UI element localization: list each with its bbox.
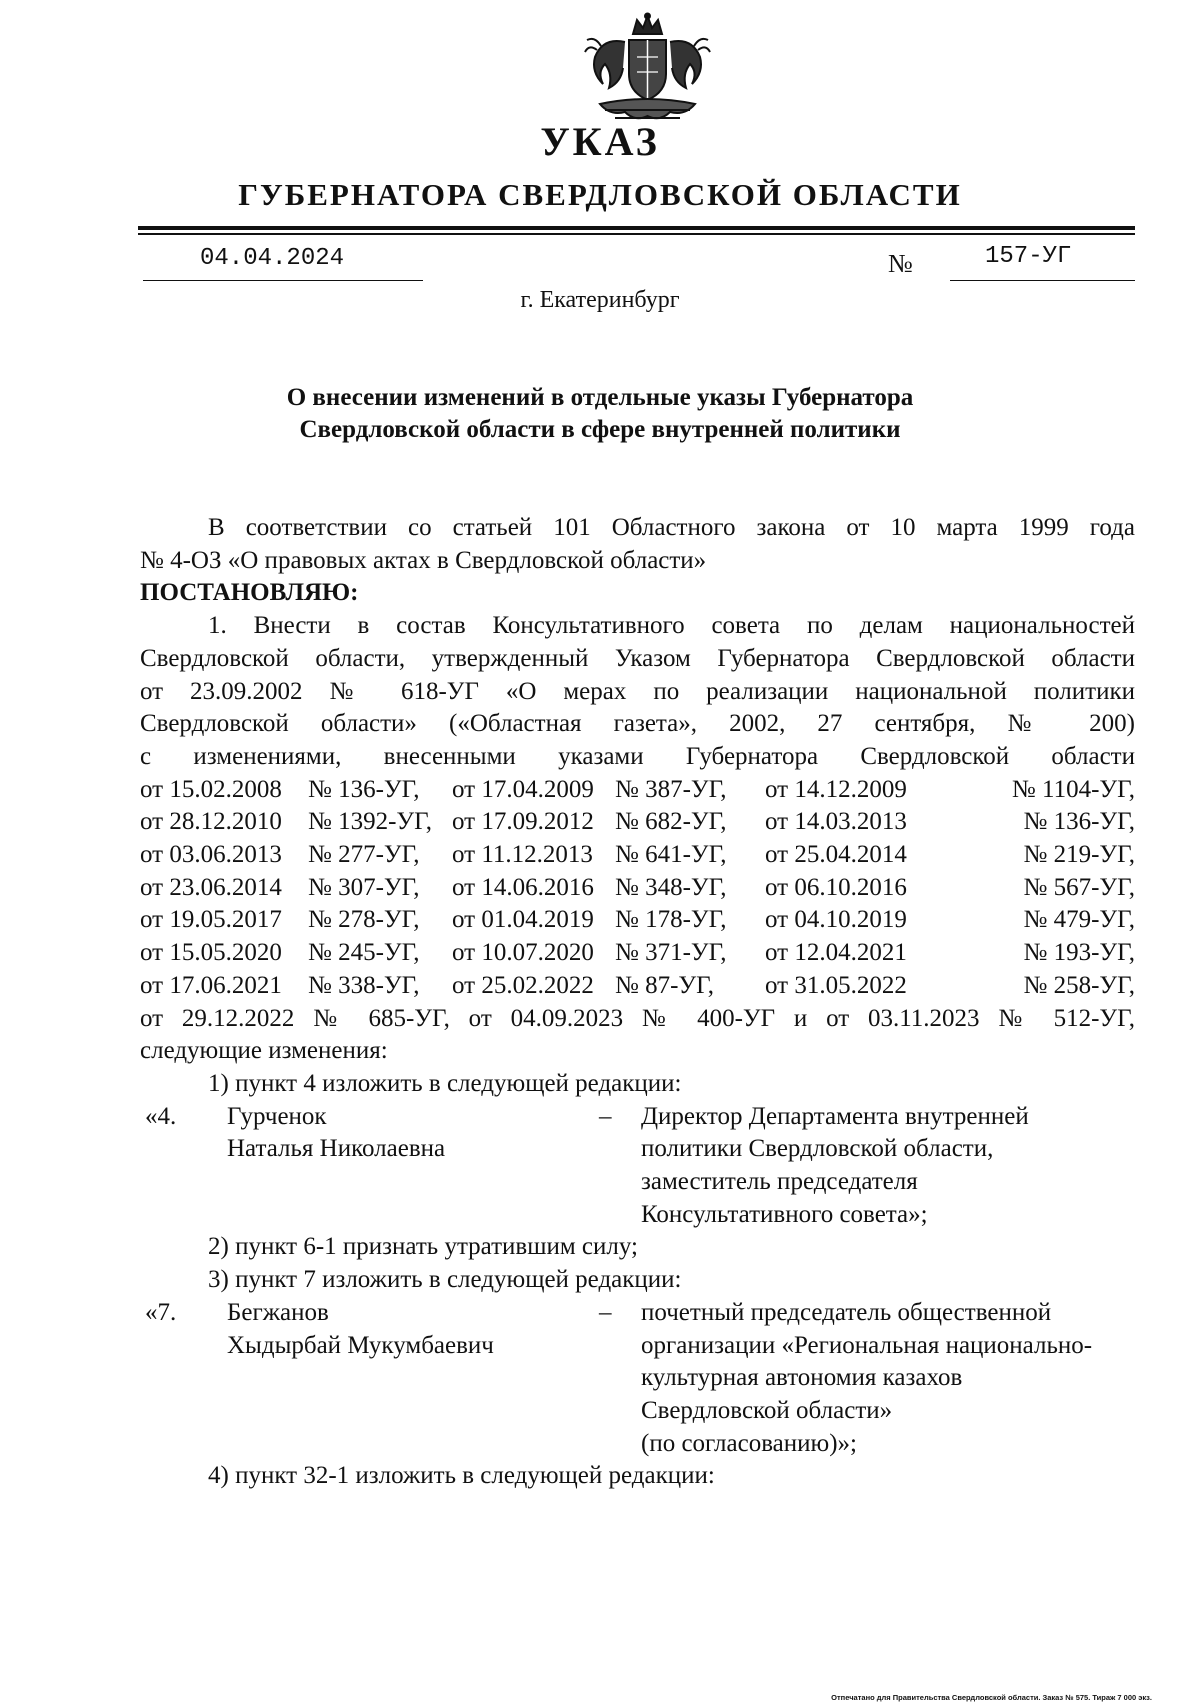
sverdlovsk-coat-of-arms-icon [575,12,720,127]
heading-line: О внесении изменений в отдельные указы Губернатора [286,384,914,411]
decree-number: 157-УГ [985,243,1072,270]
amendment-item: 4) пункт 32-1 изложить в следующей редакции: [208,1462,715,1490]
member-dash: – [599,1102,612,1130]
amendment-number: № 277-УГ, [308,841,420,869]
amendment-date: от 10.07.2020 [452,939,594,967]
amendment-date: от 14.06.2016 [452,873,594,901]
amendment-row [140,839,1135,872]
amendment-number: № 136-УГ, [308,775,420,803]
amendment-date: от 04.10.2019 [765,906,907,934]
member-role: (по согласованию)»; [641,1429,857,1457]
header-divider-thin [138,233,1135,235]
member-role: заместитель председателя [641,1168,918,1196]
amendment-row [140,806,1135,839]
member-entry-7 [140,1297,1135,1461]
amendment-date: от 06.10.2016 [765,873,907,901]
member-entry-4 [140,1101,1135,1232]
clause-line: 1. Внести в состав Консультативного совета по делам национальностей [208,612,1135,640]
amendment-date: от 12.04.2021 [765,939,907,967]
document-title: УКАЗ [540,119,660,164]
amendment-date: от 31.05.2022 [765,971,907,999]
amendments-table [140,774,1135,1003]
member-name: Бегжанов [227,1298,329,1326]
amendment-row [140,904,1135,937]
clause-line: с изменениями, внесенными указами Губернатора Свердловской области [140,742,1135,770]
member-role: культурная автономия казахов [641,1364,963,1392]
amendment-row [140,970,1135,1003]
number-sign: № [888,249,913,278]
amendment-number: № 219-УГ, [1023,841,1135,869]
member-name: Гурченок [227,1102,327,1130]
amendment-item: 3) пункт 7 изложить в следующей редакции: [208,1266,682,1294]
amendment-number: № 479-УГ, [1023,906,1135,934]
amendment-date: от 17.09.2012 [452,808,594,836]
amendment-number: № 278-УГ, [308,906,420,934]
decree-heading [0,382,1200,446]
preamble-line: № 4-ОЗ «О правовых актах в Свердловской области» [140,546,707,574]
member-role: Консультативного совета»; [641,1200,928,1228]
member-index: «7. [145,1298,177,1326]
amendment-number: № 178-УГ, [615,906,727,934]
amendment-date: от 03.06.2013 [140,841,282,869]
member-role: Директор Департамента внутренней [641,1102,1029,1130]
amendment-date: от 19.05.2017 [140,906,282,934]
member-dash: – [599,1298,612,1326]
amendment-date: от 15.05.2020 [140,939,282,967]
amendment-row [140,872,1135,905]
amendment-date: от 15.02.2008 [140,775,282,803]
number-underline [950,280,1135,281]
header-divider [138,226,1135,230]
amendment-number: № 371-УГ, [615,939,727,967]
amendment-date: от 01.04.2019 [452,906,594,934]
amendment-date: от 25.02.2022 [452,971,594,999]
amendment-date: от 25.04.2014 [765,841,907,869]
decree-date: 04.04.2024 [200,245,345,272]
amendment-number: № 258-УГ, [1023,971,1135,999]
clause-line: Свердловской области, утвержденный Указом Губернатора Свердловской области [140,644,1135,672]
amendment-date: от 28.12.2010 [140,808,282,836]
heading-line: Свердловской области в сфере внутренней политики [299,416,901,443]
member-role: организации «Региональная национально- [641,1331,1093,1359]
clause-line: от 29.12.2022 № 685-УГ, от 04.09.2023 № 400-УГ и от 03.11.2023 № 512-УГ, [140,1004,1135,1032]
amendment-number: № 193-УГ, [1023,939,1135,967]
amendment-date: от 23.06.2014 [140,873,282,901]
amendment-date: от 17.04.2009 [452,775,594,803]
print-note: Отпечатано для Правительства Свердловской области. Заказ № 575. Тираж 7 000 экз. [831,1693,1152,1702]
member-role: Свердловской области» [641,1396,893,1424]
amendment-number: № 338-УГ, [308,971,420,999]
amendment-number: № 245-УГ, [308,939,420,967]
preamble-line: В соответствии со статьей 101 Областного закона от 10 марта 1999 года [208,514,1135,541]
decree-resolution: ПОСТАНОВЛЯЮ: [140,579,359,607]
amendment-number: № 1392-УГ, [308,808,433,836]
amendment-item: 1) пункт 4 изложить в следующей редакции: [208,1069,682,1097]
amendment-date: от 11.12.2013 [452,841,593,869]
amendment-number: № 682-УГ, [615,808,727,836]
amendment-number: № 307-УГ, [308,873,420,901]
amendment-number: № 87-УГ, [615,971,715,999]
date-underline [143,280,423,281]
document-issuer: ГУБЕРНАТОРА СВЕРДЛОВСКОЙ ОБЛАСТИ [238,177,962,212]
clause-line: от 23.09.2002 № 618-УГ «О мерах по реализации национальной политики [140,677,1135,705]
amendment-row [140,774,1135,807]
amendment-item: 2) пункт 6-1 признать утратившим силу; [208,1233,638,1261]
member-name: Наталья Николаевна [227,1135,446,1163]
member-role: политики Свердловской области, [641,1135,994,1163]
amendment-number: № 641-УГ, [615,841,727,869]
amendment-row [140,937,1135,970]
amendment-number: № 136-УГ, [1023,808,1135,836]
decree-body [140,512,1135,1493]
amendment-number: № 567-УГ, [1023,873,1135,901]
clause-line: Свердловской области» («Областная газета», 2002, 27 сентября, № 200) [140,710,1135,738]
member-index: «4. [145,1102,177,1130]
amendment-number: № 348-УГ, [615,873,727,901]
clause-line: следующие изменения: [140,1037,388,1065]
member-name: Хыдырбай Мукумбаевич [227,1331,494,1359]
amendment-date: от 14.12.2009 [765,775,907,803]
amendment-date: от 17.06.2021 [140,971,282,999]
member-role: почетный председатель общественной [641,1298,1052,1326]
amendment-date: от 14.03.2013 [765,808,907,836]
amendment-number: № 387-УГ, [615,775,727,803]
amendment-number: № 1104-УГ, [1011,775,1135,803]
issue-city: г. Екатеринбург [520,287,680,313]
